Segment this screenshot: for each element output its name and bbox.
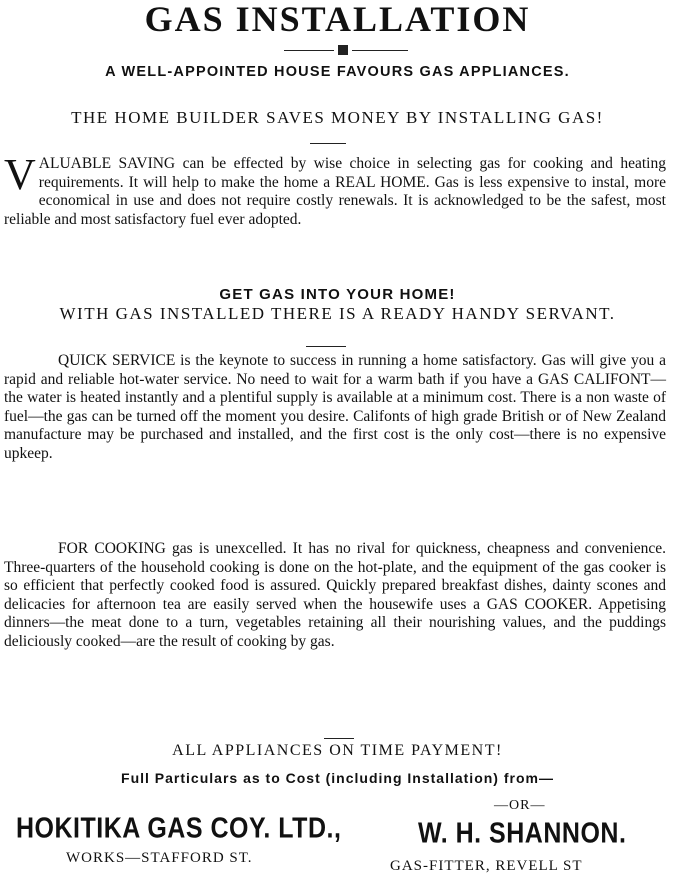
intro-divider (310, 143, 346, 144)
appliances-line: ALL APPLIANCES ON TIME PAYMENT! (172, 742, 503, 759)
ad-tagline: THE HOME BUILDER SAVES MONEY BY INSTALLING GAS! (71, 108, 604, 127)
company-right: W. H. SHANNON. (418, 817, 627, 850)
intro-paragraph (4, 150, 666, 229)
drop-cap: V (4, 150, 36, 199)
or-separator: —OR— (494, 798, 546, 813)
title-ornament (338, 45, 348, 55)
address-left: WORKS—STAFFORD ST. (66, 850, 253, 866)
servant-line: WITH GAS INSTALLED THERE IS A READY HANDY SERVANT. (59, 304, 616, 323)
title-rule-right (352, 50, 408, 51)
footer-divider (324, 738, 354, 739)
section-heading: GET GAS INTO YOUR HOME! (219, 286, 456, 303)
ad-title: GAS INSTALLATION (144, 0, 531, 39)
company-left: HOKITIKA GAS COY. LTD., (16, 812, 342, 845)
particulars-line: Full Particulars as to Cost (including Installation) from— (121, 770, 554, 786)
servant-divider (306, 346, 346, 347)
intro-text: ALUABLE SAVING can be effected by wise choice in selecting gas for cooking and heating requirements. It will help to make the home a REAL HOME. Gas is less expensive to instal, more economical in use and does not require costly renewals. It is acknowledged to be the safest, most reliable and most satisfactory fuel ever adopted. (4, 155, 666, 228)
ad-subtitle: A WELL-APPOINTED HOUSE FAVOURS GAS APPLIANCES. (105, 64, 570, 80)
cooking-paragraph: FOR COOKING gas is unexcelled. It has no rival for quickness, cheapness and convenience. Three-quarters of the household cooking is done on the hot-plate, and the equipment of the gas cooker is so efficient that perfectly cooked food is assured. Quickly prepared breakfast dishes, dainty scones and delicacies for afternoon tea are easily served when the housewife uses a GAS COOKER. Appetising dinners—the meat done to a turn, vegetables retaining all their nourishing values, and the puddings deliciously cooked—are the result of cooking by gas. (4, 540, 666, 650)
address-right: GAS-FITTER, REVELL ST (390, 858, 583, 874)
quick-service-paragraph: QUICK SERVICE is the keynote to success in running a home satisfactory. Gas will give you a rapid and reliable hot-water service. No need to wait for a warm bath if you have a GAS CALIFONT—the water is heated instantly and a plentiful supply is available at a minimum cost. There is a non waste of fuel—the gas can be turned off the moment you desire. Califonts of high grade British or of New Zealand manufacture may be purchased and installed, and the first cost is the only cost—there is no expensive upkeep. (4, 352, 666, 462)
title-rule-left (284, 50, 334, 51)
